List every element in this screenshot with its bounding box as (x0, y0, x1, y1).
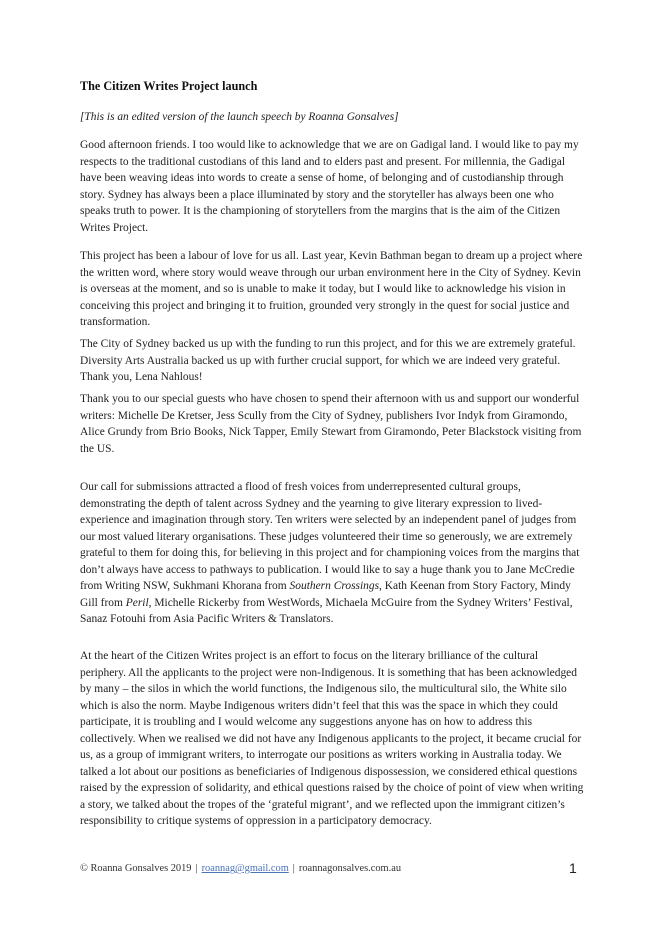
footer-separator: | (292, 863, 295, 874)
text-span: , Michelle Rickerby from WestWords, Michaela McGuire from the Sydney Writers’ Festival, Sanaz Fotouhi from Asia Pacific Writers & Translators. (80, 596, 573, 625)
page-number: 1 (569, 860, 577, 876)
text-span: Our call for submissions attracted a flood of fresh voices from underrepresented cultural groups, demonstrating the depth of talent across Sydney and the yearning to give literary expression to lived-experience and imagination through story. Ten writers were selected by an independent panel of judges from our most valued literary organisations. These judges volunteered their time so generously, we are extremely grateful to them for doing this, for believing in this project and for championing voices from the margins that don’t always have access to pathways to publication. I would like to say a huge thank you to Jane McCredie from Writing NSW, Sukhmani Khorana from (80, 481, 580, 592)
document-subtitle: [This is an edited version of the launch speech by Roanna Gonsalves] (80, 111, 399, 123)
footer-website: roannagonsalves.com.au (298, 863, 402, 874)
paragraph-submissions (80, 479, 586, 628)
footer-copyright: © Roanna Gonsalves 2019 (80, 863, 192, 874)
publication-title-southern-crossings: Southern Crossings (289, 580, 380, 592)
paragraph-labour-of-love: This project has been a labour of love for us all. Last year, Kevin Bathman began to dream up a project where the written word, where story would weave through our urban environment here in the City of Sydney. Kevin is overseas at the moment, and so is unable to make it today, but I would like to acknowledge his vision in conceiving this project and bringing it to fruition, grounded very strongly in the quest for social justice and transformation. (80, 250, 583, 328)
text-span: , Kath Keenan from Story Factory, Mindy Gill from (80, 580, 571, 609)
paragraph-special-guests: Thank you to our special guests who have chosen to spend their afternoon with us and support our wonderful writers: Michelle De Kretser, Jess Scully from the City of Sydney, publishers Ivor Indyk from Giramondo, Alice Grundy from Brio Books, Nick Tapper, Emily Stewart from Giramondo, Peter Blackstock visiting from the US. (80, 393, 582, 455)
paragraph-acknowledgement: Good afternoon friends. I too would like to acknowledge that we are on Gadigal land. I would like to pay my respects to the traditional custodians of this land and to elders past and present. For millennia, the Gadigal have been weaving ideas into words to create a sense of home, of belonging and of custodianship through story. Sydney has always been a place illuminated by story and the storyteller has always been one who speaks truth to power. It is the championing of storytellers from the margins that is the aim of the Citizen Writes Project. (80, 139, 579, 234)
footer-separator: | (195, 863, 198, 874)
paragraph-heart-of-project: At the heart of the Citizen Writes project is an effort to focus on the literary brilliance of the cultural periphery. All the applicants to the project were non-Indigenous. It is something that has been acknowledged by many – the silos in which the world functions, the Indigenous silo, the multicultural silo, the White silo which is also the norm. Maybe Indigenous writers didn’t feel that this was the space in which they could participate, it is troubling and I would welcome any suggestions anyone has on how to address this collectively. When we realised we did not have any Indigenous applicants to the project, it became crucial for us, as a group of immigrant writers, to interrogate our positions as writers working in Australia today. We talked a lot about our positions as beneficiaries of Indigenous dispossession, we considered ethical questions raised by the expression of solidarity, and ethical questions raised by the choice of point of view when writing a story, we talked about the tropes of the ‘grateful migrant’, and we reflected upon the immigrant citizen’s responsibility to critique systems of oppression in a participatory democracy. (80, 650, 584, 827)
document-title: The Citizen Writes Project launch (80, 79, 258, 93)
publication-title-peril: Peril (125, 596, 149, 609)
paragraph-funding: The City of Sydney backed us up with the funding to run this project, and for this we are extremely grateful. Diversity Arts Australia backed us up with further crucial support, for which we are indeed very grateful. Thank you, Lena Nahlous! (80, 338, 576, 383)
page-footer (80, 863, 401, 874)
footer-email-link[interactable]: roannag@gmail.com (201, 863, 289, 874)
